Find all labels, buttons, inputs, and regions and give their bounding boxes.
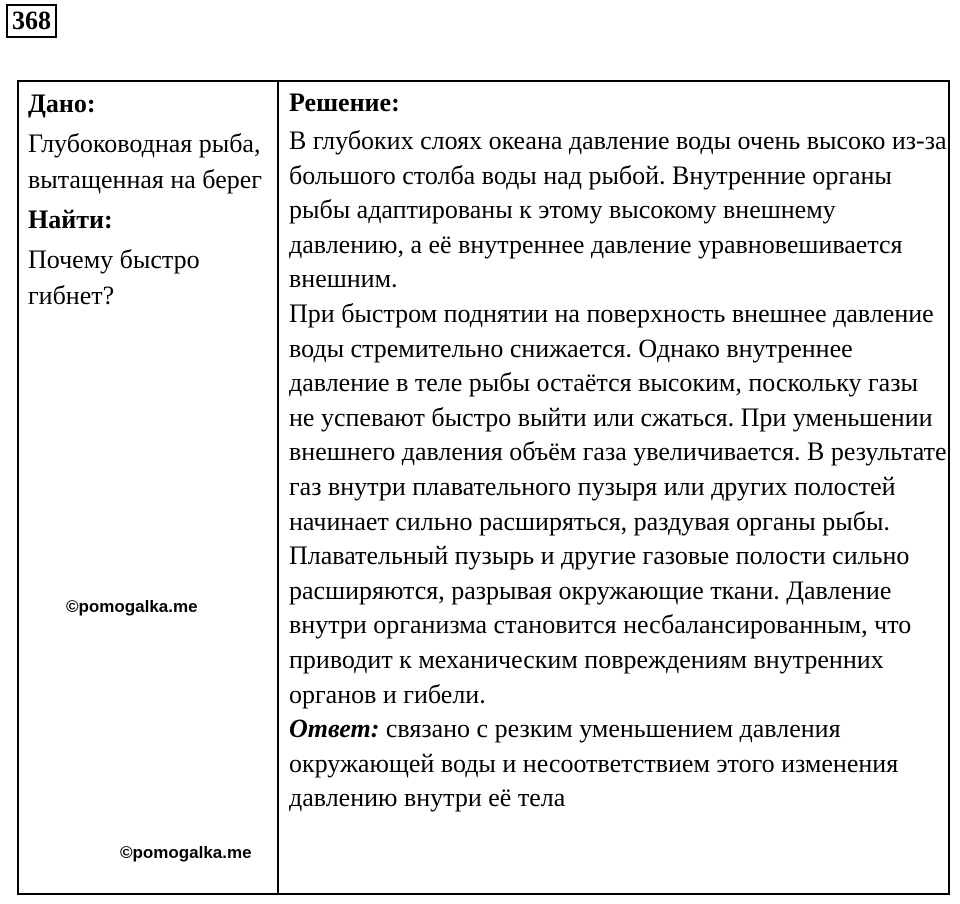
watermark: ©pomogalka.me [120, 843, 252, 862]
answer-text: связано с резким уменьшением давления окружающей воды и несоответствием этого изменения давлению внутри её тела [289, 714, 899, 813]
find-text: Почему быстро гибнет? [28, 245, 200, 310]
solution-paragraph: При быстром поднятии на поверхность внешнее давление воды стремительно снижается. Однако внутреннее давление в теле рыбы остаётся высоким, поскольку газы не успевают быстро выйти или сжаться. При уменьшении внешнего давления объём газа увеличивается. В результате газ внутри плавательного пузыря или других полостей начинает сильно расширяться, раздувая органы рыбы. Плавательный пузырь и другие газовые полости сильно расширяются, разрывая окружающие ткани. Давление внутри организма становится несбалансированным, что приводит к механическим повреждениям внутренних органов и гибели. [289, 298, 947, 709]
column-divider [277, 82, 279, 893]
given-heading: Дано: [28, 89, 96, 118]
answer [289, 712, 949, 816]
solution-column [289, 82, 949, 816]
solution-heading: Решение: [289, 88, 400, 117]
given-column [28, 82, 268, 316]
solution-paragraph: В глубоких слоях океана давление воды очень высоко из-за большого столба воды над рыбой. Внутренние органы рыбы адаптированы к этому высокому внешнему давлению, а её внутреннее давление уравновешивается внешним. [289, 126, 947, 294]
find-heading: Найти: [28, 205, 113, 234]
problem-number: 368 [6, 4, 57, 38]
answer-label: Ответ: [289, 714, 380, 744]
watermark: ©pomogalka.me [66, 597, 198, 616]
given-text: Глубоководная рыба, вытащенная на берег [28, 129, 262, 194]
solution-table [17, 80, 950, 895]
